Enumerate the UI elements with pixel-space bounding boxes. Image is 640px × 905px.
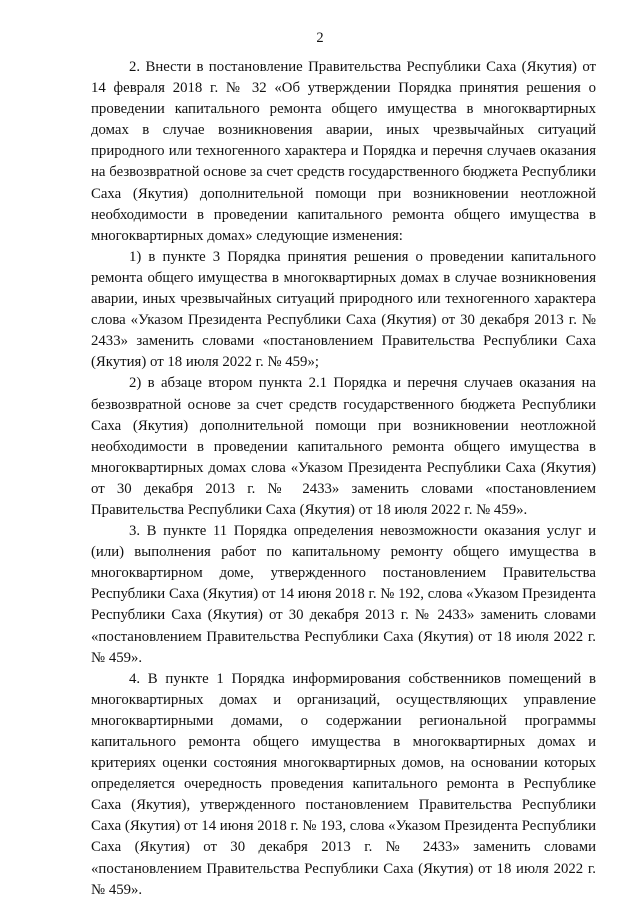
document-body [91,57,596,901]
paragraph-item-4: 4. В пункте 1 Порядка информирования собственников помещений в многоквартирных домах и организаций, осуществляющих управление многоквартирными домами, о содержании региональной программы капитального ремонта общего имущества в многоквартирных домах и критериях оценки состояния многоквартирных домов, на основании которых определяется очередность проведения капитального ремонта в Республике Саха (Якутия), утвержденного постановлением Правительства Республики Саха (Якутия) от 14 июня 2018 г. № 193, слова «Указом Президента Республики Саха (Якутия) от 30 декабря 2013 г. № 2433» заменить словами «постановлением Правительства Республики Саха (Якутия) от 18 июля 2022 г. № 459». [91,670,596,898]
page-number: 2 [316,30,324,46]
subparagraph-1: 1) в пункте 3 Порядка принятия решения о проведении капитального ремонта общего имущества в многоквартирных домах в случае возникновения аварии, иных чрезвычайных ситуаций природного или техногенного характера слова «Указом Президента Республики Саха (Якутия) от 30 декабря 2013 г. № 2433» заменить словами «постановлением Правительства Республики Саха (Якутия) от 18 июля 2022 г. № 459»; [91,248,596,371]
paragraph-item-2: 2. Внести в постановление Правительства Республики Саха (Якутия) от 14 февраля 2018 г. № 32 «Об утверждении Порядка принятия решения о проведении капитального ремонта общего имущества в многоквартирных домах в случае возникновения аварии, иных чрезвычайных ситуаций природного или техногенного характера и Порядка и перечня случаев оказания на безвозвратной основе за счет средств государственного бюджета Республики Саха (Якутия) дополнительной помощи при возникновении неотложной необходимости в проведении капитального ремонта общего имущества в многоквартирных домах» следующие изменения: [91,59,596,244]
subparagraph-2: 2) в абзаце втором пункта 2.1 Порядка и перечня случаев оказания на безвозвратной основе за счет средств государственного бюджета Республики Саха (Якутия) дополнительной помощи при возникновении неотложной необходимости в проведении капитального ремонта общего имущества в многоквартирных домах слова «Указом Президента Республики Саха (Якутия) от 30 декабря 2013 г. № 2433» заменить словами «постановлением Правительства Республики Саха (Якутия) от 18 июля 2022 г. № 459». [91,375,596,518]
paragraph-item-3: 3. В пункте 11 Порядка определения невозможности оказания услуг и (или) выполнения работ по капитальному ремонту общего имущества в многоквартирном доме, утвержденного постановлением Правительства Республики Саха (Якутия) от 14 июня 2018 г. № 192, слова «Указом Президента Республики Саха (Якутия) от 30 декабря 2013 г. № 2433» заменить словами «постановлением Правительства Республики Саха (Якутия) от 18 июля 2022 г. № 459». [91,523,596,666]
